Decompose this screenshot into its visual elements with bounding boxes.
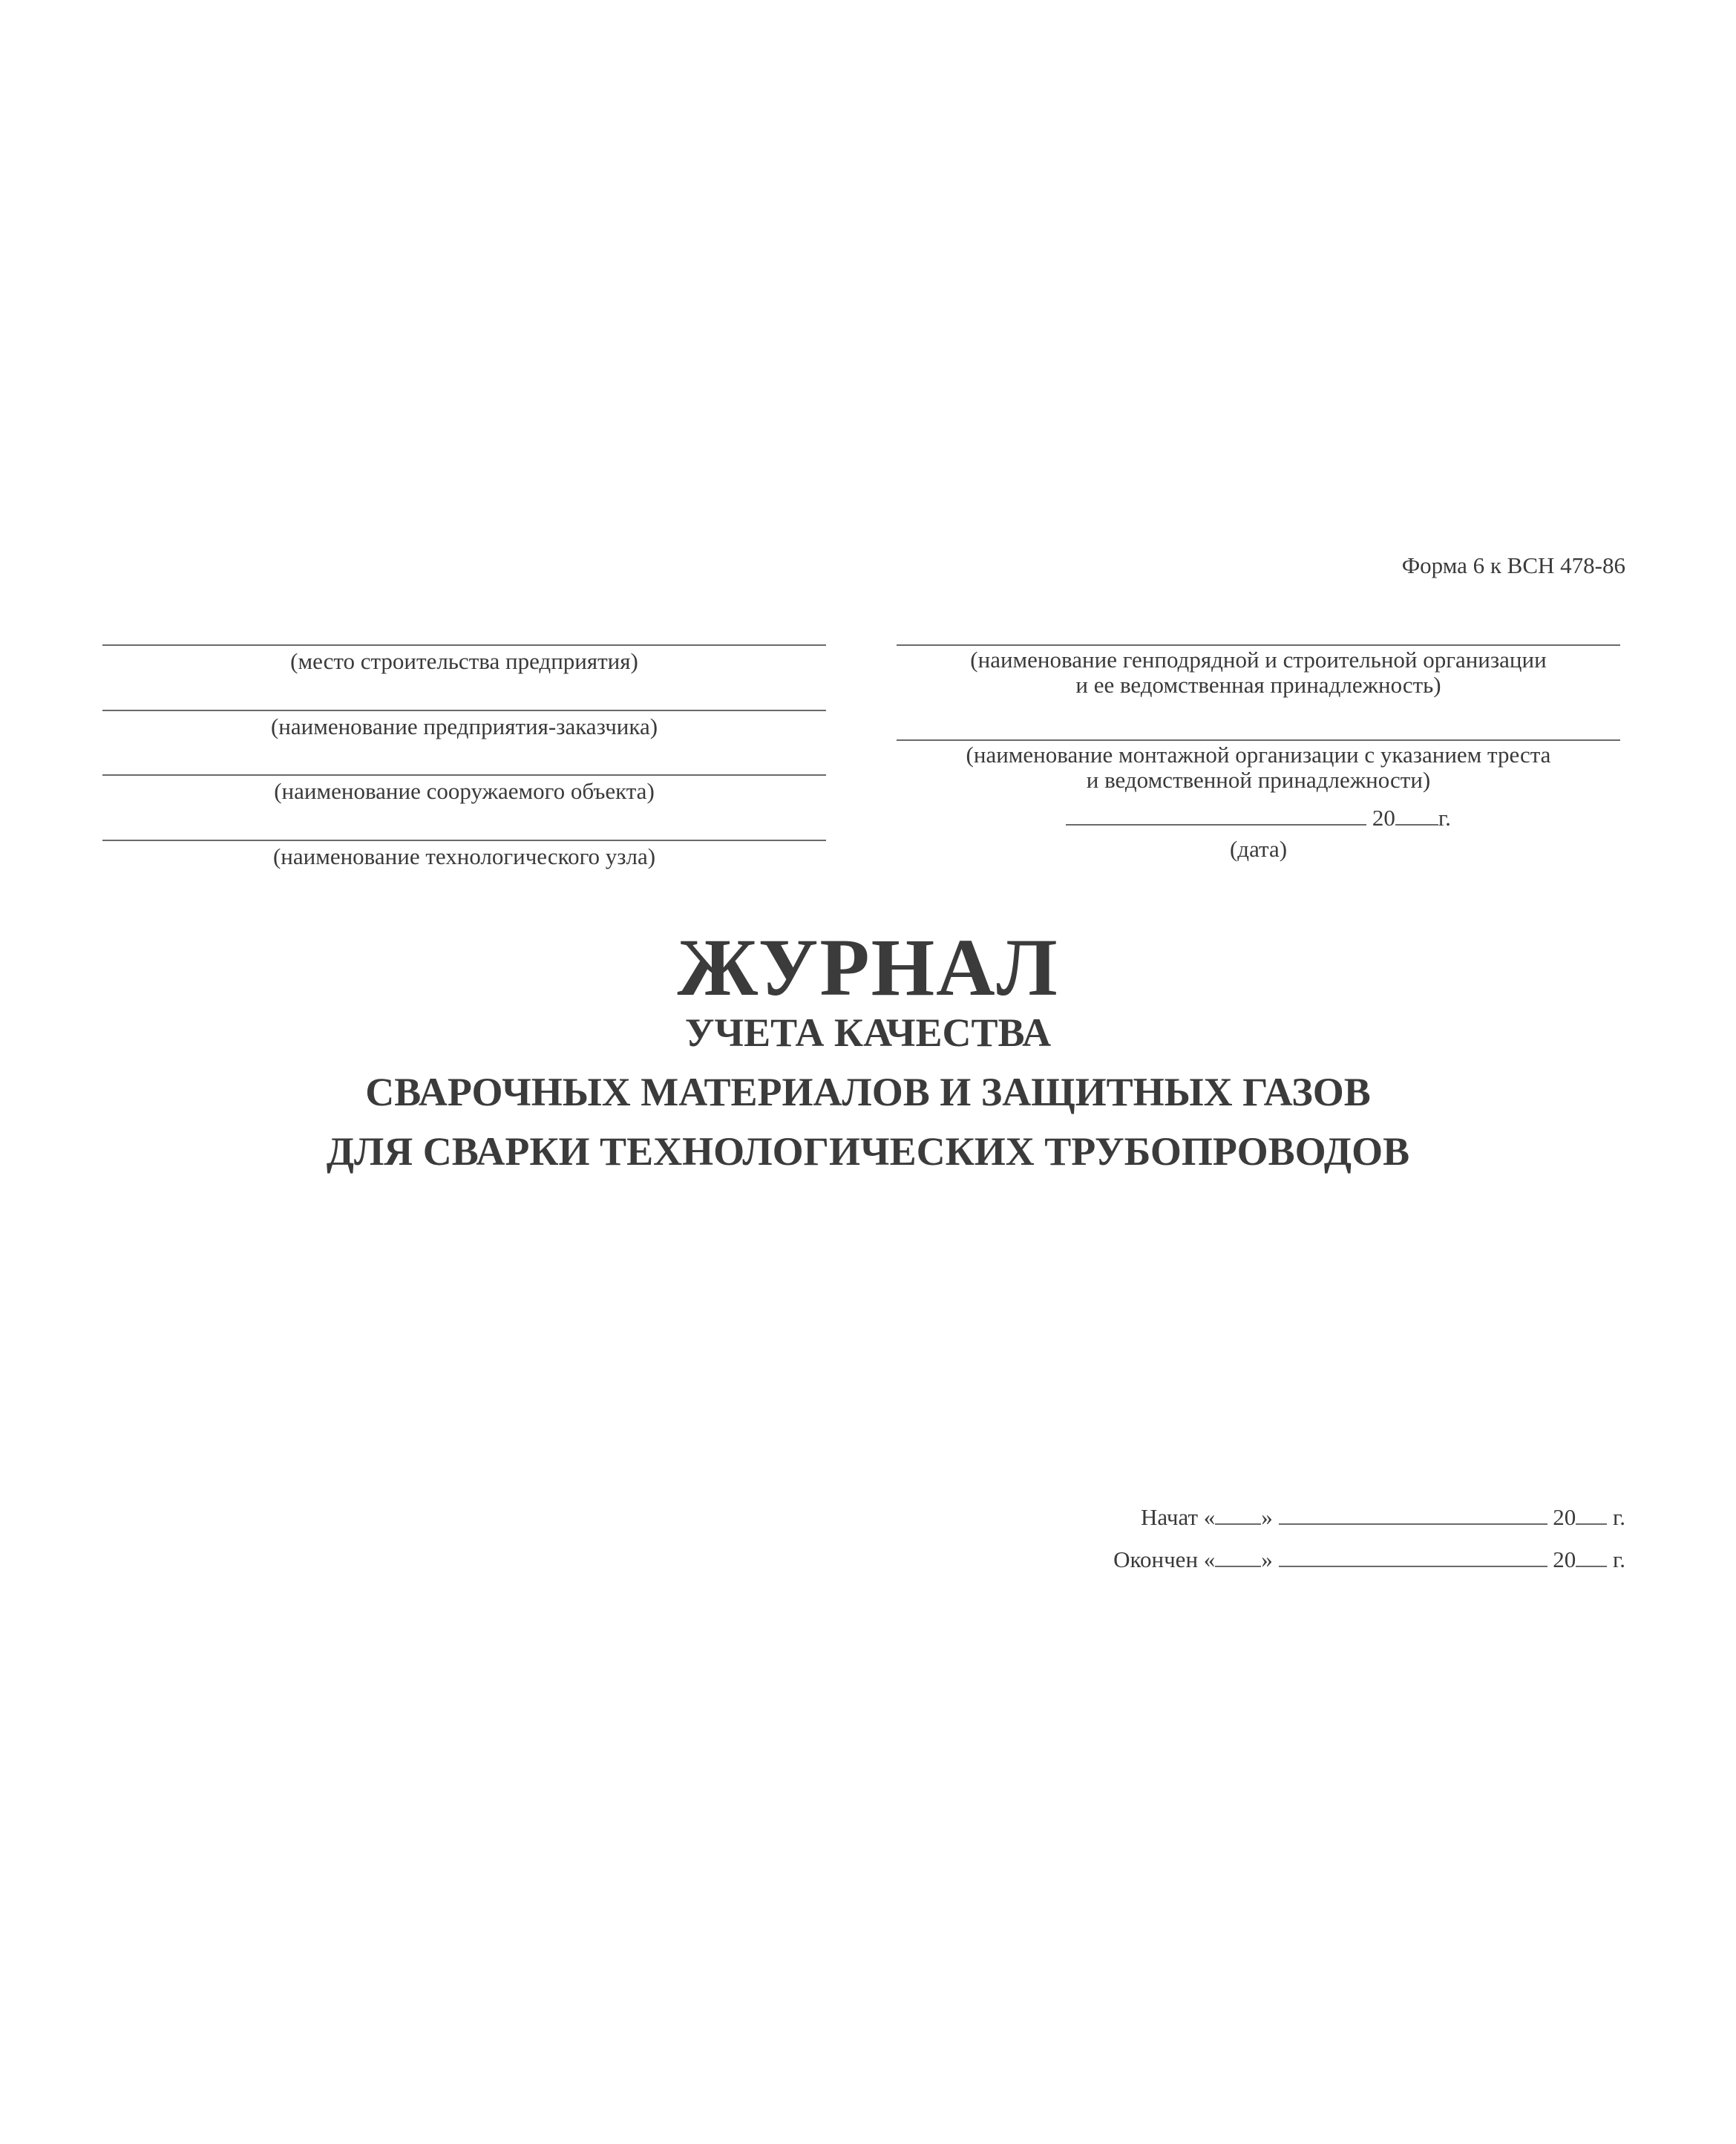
caption-customer: (наименование предприятия-заказчика) <box>270 713 658 739</box>
started-close-quote: » <box>1261 1504 1273 1530</box>
started-label: Начат <box>1141 1504 1199 1530</box>
journal-subtitle-line3: ДЛЯ СВАРКИ ТЕХНОЛОГИЧЕСКИХ ТРУБОПРОВОДОВ <box>326 1129 1410 1174</box>
ended-year-blank[interactable] <box>1576 1548 1607 1567</box>
caption-tech-node: (наименование технологического узла) <box>272 843 656 869</box>
form-reference: Форма 6 к ВСН 478-86 <box>1401 552 1625 578</box>
ended-row <box>1113 1546 1625 1573</box>
field-line-tech-node[interactable] <box>102 840 826 841</box>
date-year-blank[interactable] <box>1395 806 1438 826</box>
date-day-month-blank[interactable] <box>1066 806 1366 826</box>
caption-general-contractor <box>897 647 1620 698</box>
ended-century: 20 <box>1553 1546 1576 1572</box>
ended-suffix: г. <box>1613 1546 1625 1572</box>
date-suffix: г. <box>1438 805 1451 831</box>
caption-mounting-org <box>897 742 1620 793</box>
field-line-general-contractor[interactable] <box>897 644 1620 646</box>
started-day-blank[interactable] <box>1215 1506 1261 1525</box>
journal-title: ЖУРНАЛ <box>677 922 1059 1013</box>
ended-label: Окончен <box>1113 1546 1199 1572</box>
date-row <box>897 805 1620 831</box>
field-line-object[interactable] <box>102 774 826 776</box>
ended-open-quote: « <box>1203 1546 1216 1572</box>
date-century: 20 <box>1372 805 1395 831</box>
journal-subtitle-line1: УЧЕТА КАЧЕСТВА <box>684 1010 1052 1055</box>
field-line-construction-site[interactable] <box>102 644 826 646</box>
caption-construction-site: (место строительства предприятия) <box>290 648 638 674</box>
started-century: 20 <box>1553 1504 1576 1530</box>
started-year-blank[interactable] <box>1576 1506 1607 1525</box>
field-line-mounting-org[interactable] <box>897 739 1620 741</box>
ended-close-quote: » <box>1261 1546 1273 1572</box>
caption-object: (наименование сооружаемого объекта) <box>274 778 655 804</box>
started-row <box>1141 1504 1625 1531</box>
caption-mounting-org-line1: (наименование монтажной организации с указанием треста <box>966 742 1551 768</box>
journal-subtitle-line2: СВАРОЧНЫХ МАТЕРИАЛОВ И ЗАЩИТНЫХ ГАЗОВ <box>365 1070 1371 1114</box>
field-line-customer[interactable] <box>102 710 826 711</box>
started-suffix: г. <box>1613 1504 1625 1530</box>
caption-mounting-org-line2: и ведомственной принадлежности) <box>1086 767 1431 793</box>
caption-general-contractor-line1: (наименование генподрядной и строительной организации <box>970 647 1547 673</box>
ended-month-blank[interactable] <box>1279 1548 1547 1567</box>
started-month-blank[interactable] <box>1279 1506 1547 1525</box>
started-open-quote: « <box>1203 1504 1216 1530</box>
ended-day-blank[interactable] <box>1215 1548 1261 1567</box>
caption-general-contractor-line2: и ее ведомственная принадлежность) <box>1075 672 1441 698</box>
caption-date: (дата) <box>1229 836 1288 862</box>
